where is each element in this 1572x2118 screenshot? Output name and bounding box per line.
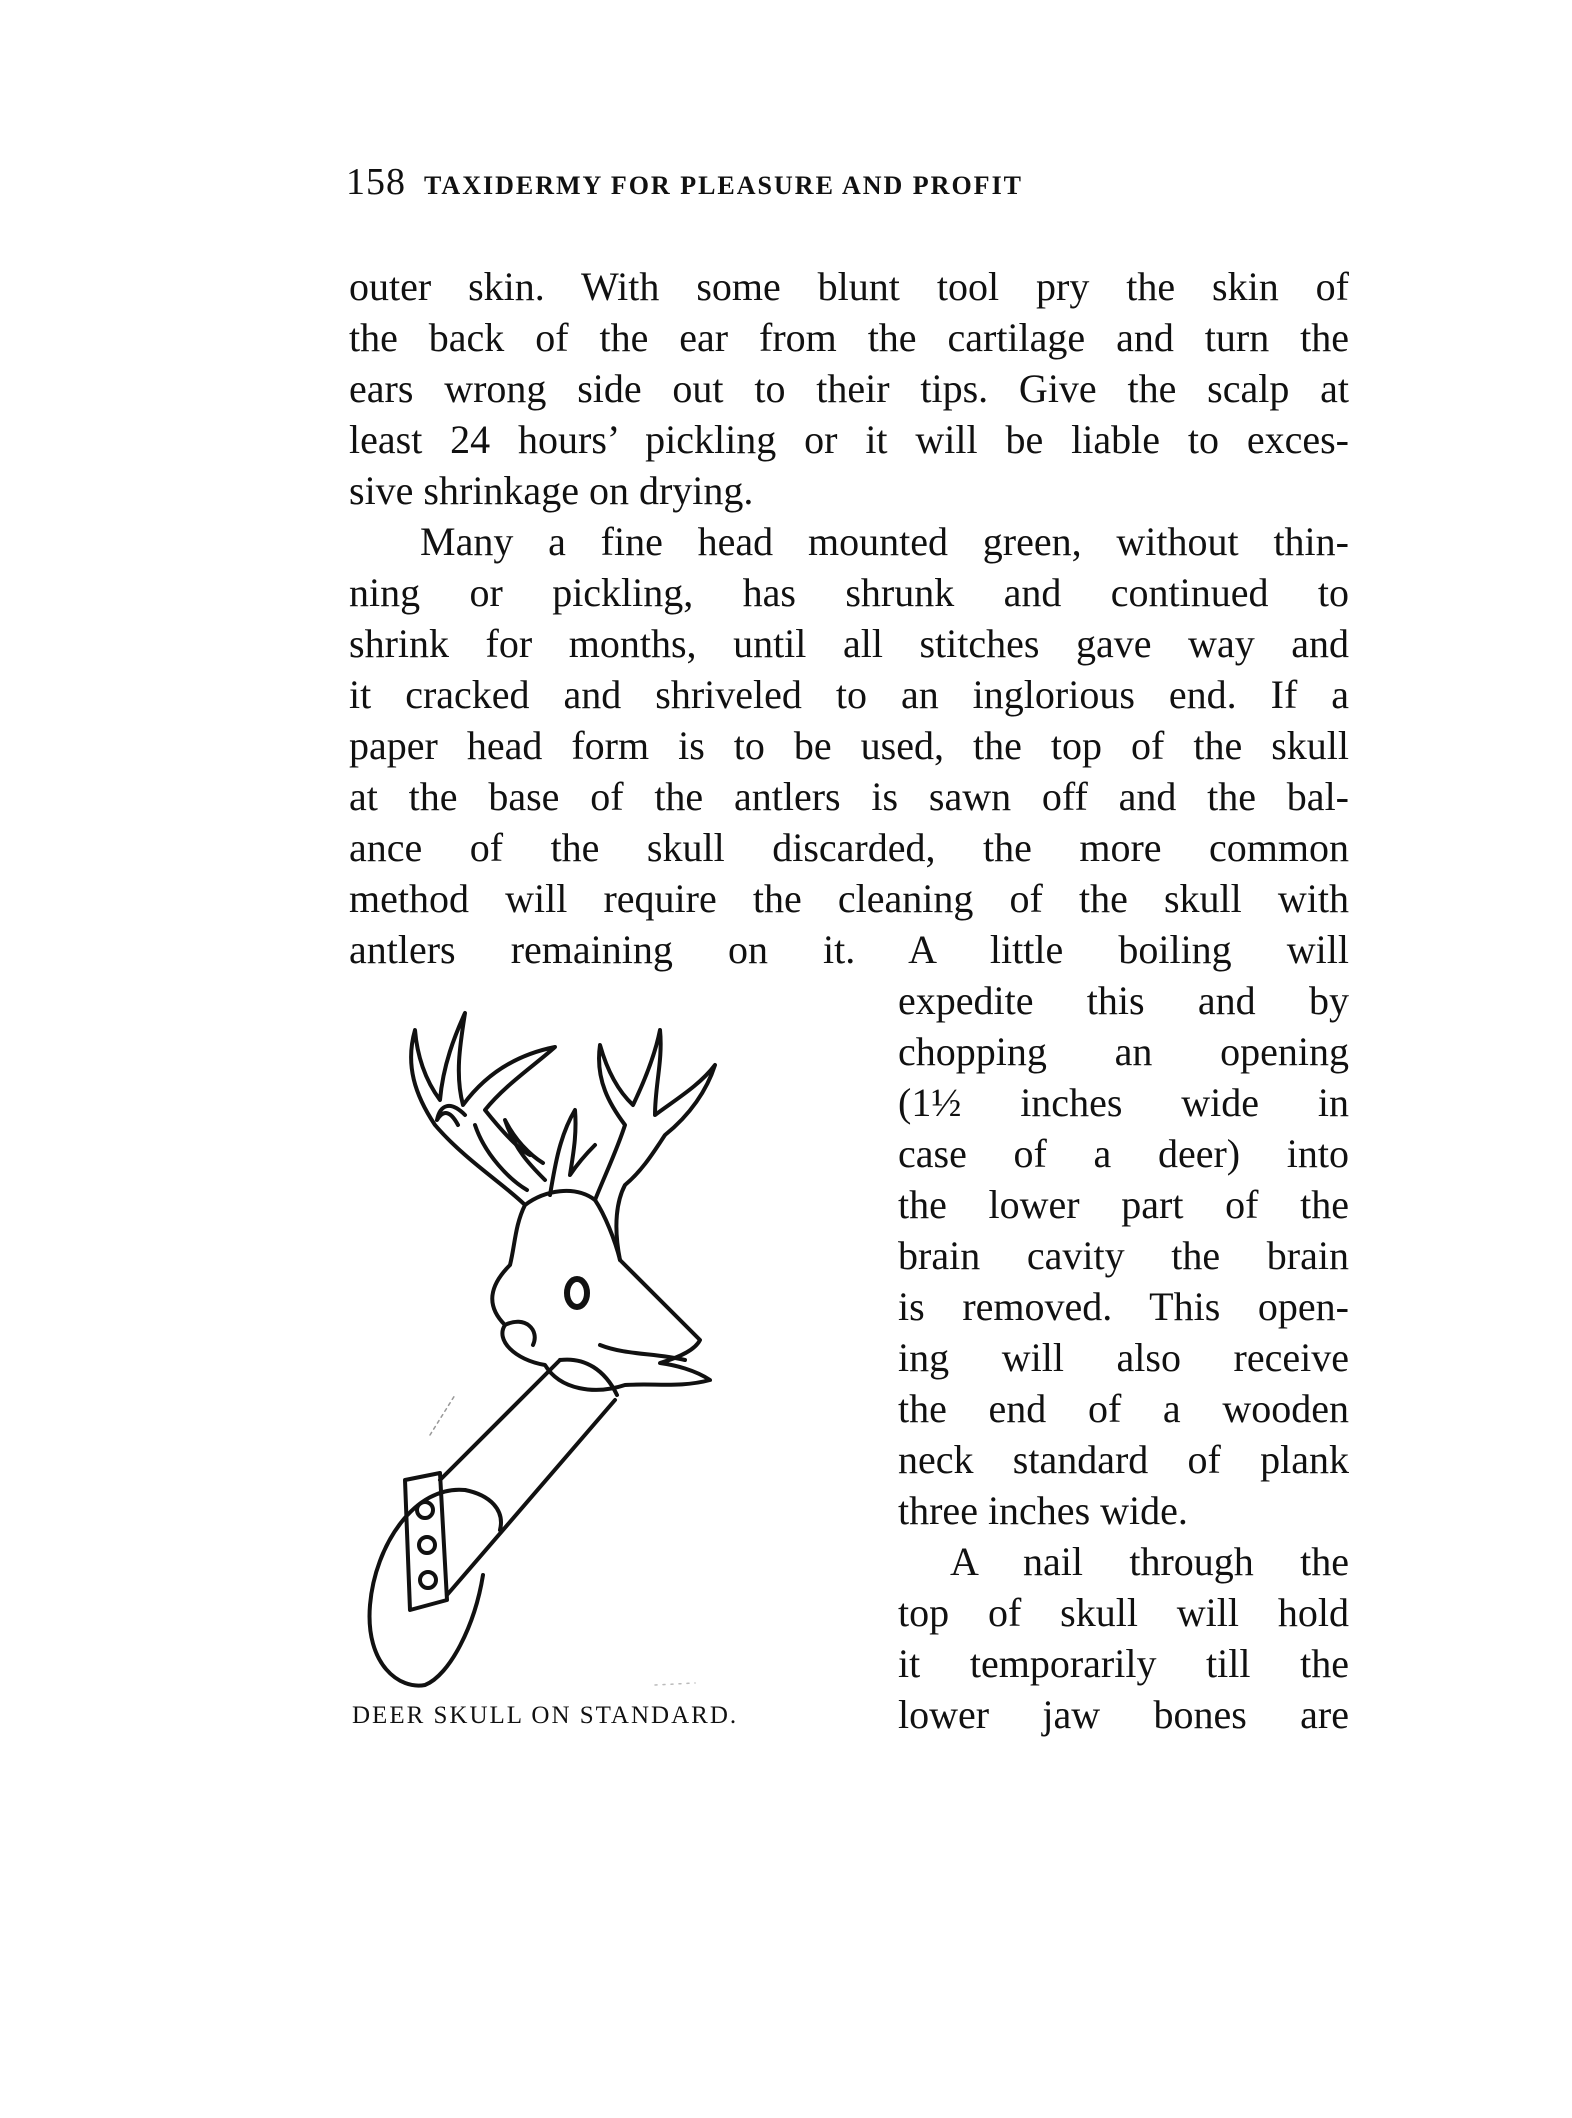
text-line: outer skin. With some blunt tool pry the skin of xyxy=(349,264,1349,309)
text-line: ears wrong side out to their tips. Give the scalp at xyxy=(349,366,1349,411)
text-line: the end of a wooden xyxy=(898,1386,1349,1431)
page-number: 158 xyxy=(346,161,406,203)
text-line: the back of the ear from the cartilage and turn the xyxy=(349,315,1349,360)
text-line: least 24 hours’ pickling or it will be liable to exces- xyxy=(349,417,1349,462)
screw-icon xyxy=(417,1502,433,1518)
text-line: A nail through the xyxy=(950,1539,1349,1584)
text-line: chopping an opening xyxy=(898,1029,1349,1074)
screw-icon xyxy=(419,1537,435,1553)
text-line: brain cavity the brain xyxy=(898,1233,1349,1278)
deer-skull-illustration xyxy=(355,985,855,1705)
text-line: it temporarily till the xyxy=(898,1641,1349,1686)
figure-caption: DEER SKULL ON STANDARD. xyxy=(352,1702,739,1729)
text-line: three inches wide. xyxy=(898,1488,1188,1533)
text-line: antlers remaining on it. A little boiling will xyxy=(349,927,1349,972)
text-line: neck standard of plank xyxy=(898,1437,1349,1482)
text-line: at the base of the antlers is sawn off and the bal- xyxy=(349,774,1349,819)
running-title: TAXIDERMY FOR PLEASURE AND PROFIT xyxy=(424,171,1024,200)
text-line: paper head form is to be used, the top of the skull xyxy=(349,723,1349,768)
antler-right xyxy=(595,1030,715,1260)
antler-left xyxy=(411,1013,555,1205)
text-line: is removed. This open- xyxy=(898,1284,1349,1329)
text-line: lower jaw bones are xyxy=(898,1692,1349,1737)
neck-standard xyxy=(440,1360,615,1595)
text-line: expedite this and by xyxy=(898,978,1349,1023)
text-line: it cracked and shriveled to an inglorious end. If a xyxy=(349,672,1349,717)
text-line: sive shrinkage on drying. xyxy=(349,468,754,513)
eye-socket-icon xyxy=(567,1279,587,1307)
text-line: Many a fine head mounted green, without thin- xyxy=(420,519,1349,564)
text-line: ing will also receive xyxy=(898,1335,1349,1380)
text-line: method will require the cleaning of the skull with xyxy=(349,876,1349,921)
text-line: the lower part of the xyxy=(898,1182,1349,1227)
page-header xyxy=(346,160,1346,210)
text-line: ning or pickling, has shrunk and continued to xyxy=(349,570,1349,615)
text-line: (1½ inches wide in xyxy=(898,1080,1349,1125)
text-line: case of a deer) into xyxy=(898,1131,1349,1176)
text-line: ance of the skull discarded, the more common xyxy=(349,825,1349,870)
screw-icon xyxy=(420,1572,436,1588)
text-line: top of skull will hold xyxy=(898,1590,1349,1635)
text-line: shrink for months, until all stitches gave way and xyxy=(349,621,1349,666)
